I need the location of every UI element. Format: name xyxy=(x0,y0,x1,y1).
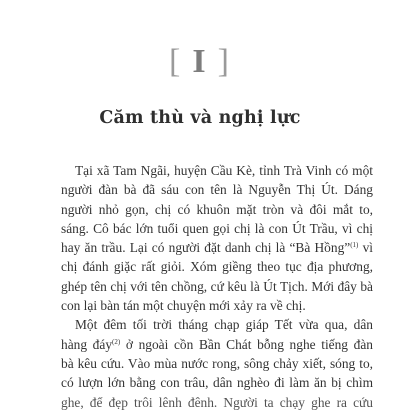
chapter-close-bracket: ] xyxy=(217,43,231,80)
text-line-content: sáng. Cô bác lớn tuổi quen gọi chị là con Út Trầu, vì chị xyxy=(61,220,373,236)
text-line xyxy=(61,161,373,180)
text-line-continuation: ở ngoài cồn Bần Chát bỗng nghe tiếng đàn xyxy=(120,336,373,352)
text-line xyxy=(61,180,373,199)
text-line xyxy=(61,393,373,410)
text-line-content: có lượn lớn bằng con trâu, dân nghèo đi làm ăn bị chìm xyxy=(61,375,373,391)
text-line xyxy=(61,238,373,257)
text-line-content: chị đánh giặc rất giỏi. Xóm giềng theo tục địa phương, xyxy=(61,259,373,275)
text-line xyxy=(61,354,373,373)
footnote-marker[interactable]: (2) xyxy=(112,337,121,346)
text-line xyxy=(61,296,373,315)
text-line-content: người nhỏ gọn, chị có khuôn mặt tròn và đôi mắt to, xyxy=(61,201,373,217)
chapter-open-bracket: [ xyxy=(169,43,183,80)
text-line-content: người đàn bà đã sáu con tên là Nguyễn Thị Út. Dáng xyxy=(61,182,373,198)
chapter-roman-numeral: I xyxy=(192,43,208,80)
text-line-content: Tại xã Tam Ngãi, huyện Cầu Kè, tỉnh Trà Vinh có một xyxy=(75,163,373,178)
text-line xyxy=(61,335,373,354)
text-line-content: hàng đáy xyxy=(61,336,113,352)
footnote-marker[interactable]: (1) xyxy=(350,241,359,250)
text-line-content: bà kêu cứu. Vào mùa nước rong, sông chảy xiết, sóng to, xyxy=(61,355,373,371)
text-line-content: ghép tên chị với tên chồng, cứ kêu là Út Tịch. Mới đây bà xyxy=(61,278,373,294)
text-line-content: con lại bàn tán một chuyện mới xảy ra về chị. xyxy=(61,298,306,314)
text-line-content: ghe, để đẹp trôi lênh đênh. Người ta chạy ghe ra cứu xyxy=(61,394,373,410)
text-line xyxy=(61,200,373,219)
text-line-content: Một đêm tối trời tháng chạp giáp Tết vừa qua, dân xyxy=(75,317,373,333)
text-line xyxy=(61,315,373,334)
text-line xyxy=(61,257,373,276)
text-line xyxy=(61,219,373,238)
text-line xyxy=(61,277,373,296)
body-text xyxy=(61,161,374,410)
chapter-number xyxy=(0,42,400,82)
text-line-continuation: vì xyxy=(358,240,374,256)
chapter-title: Căm thù và nghị lực xyxy=(99,108,301,128)
text-line-content: hay ăn trầu. Lại có người đặt danh chị là “Bà Hồng” xyxy=(61,240,351,256)
text-line xyxy=(61,373,373,392)
